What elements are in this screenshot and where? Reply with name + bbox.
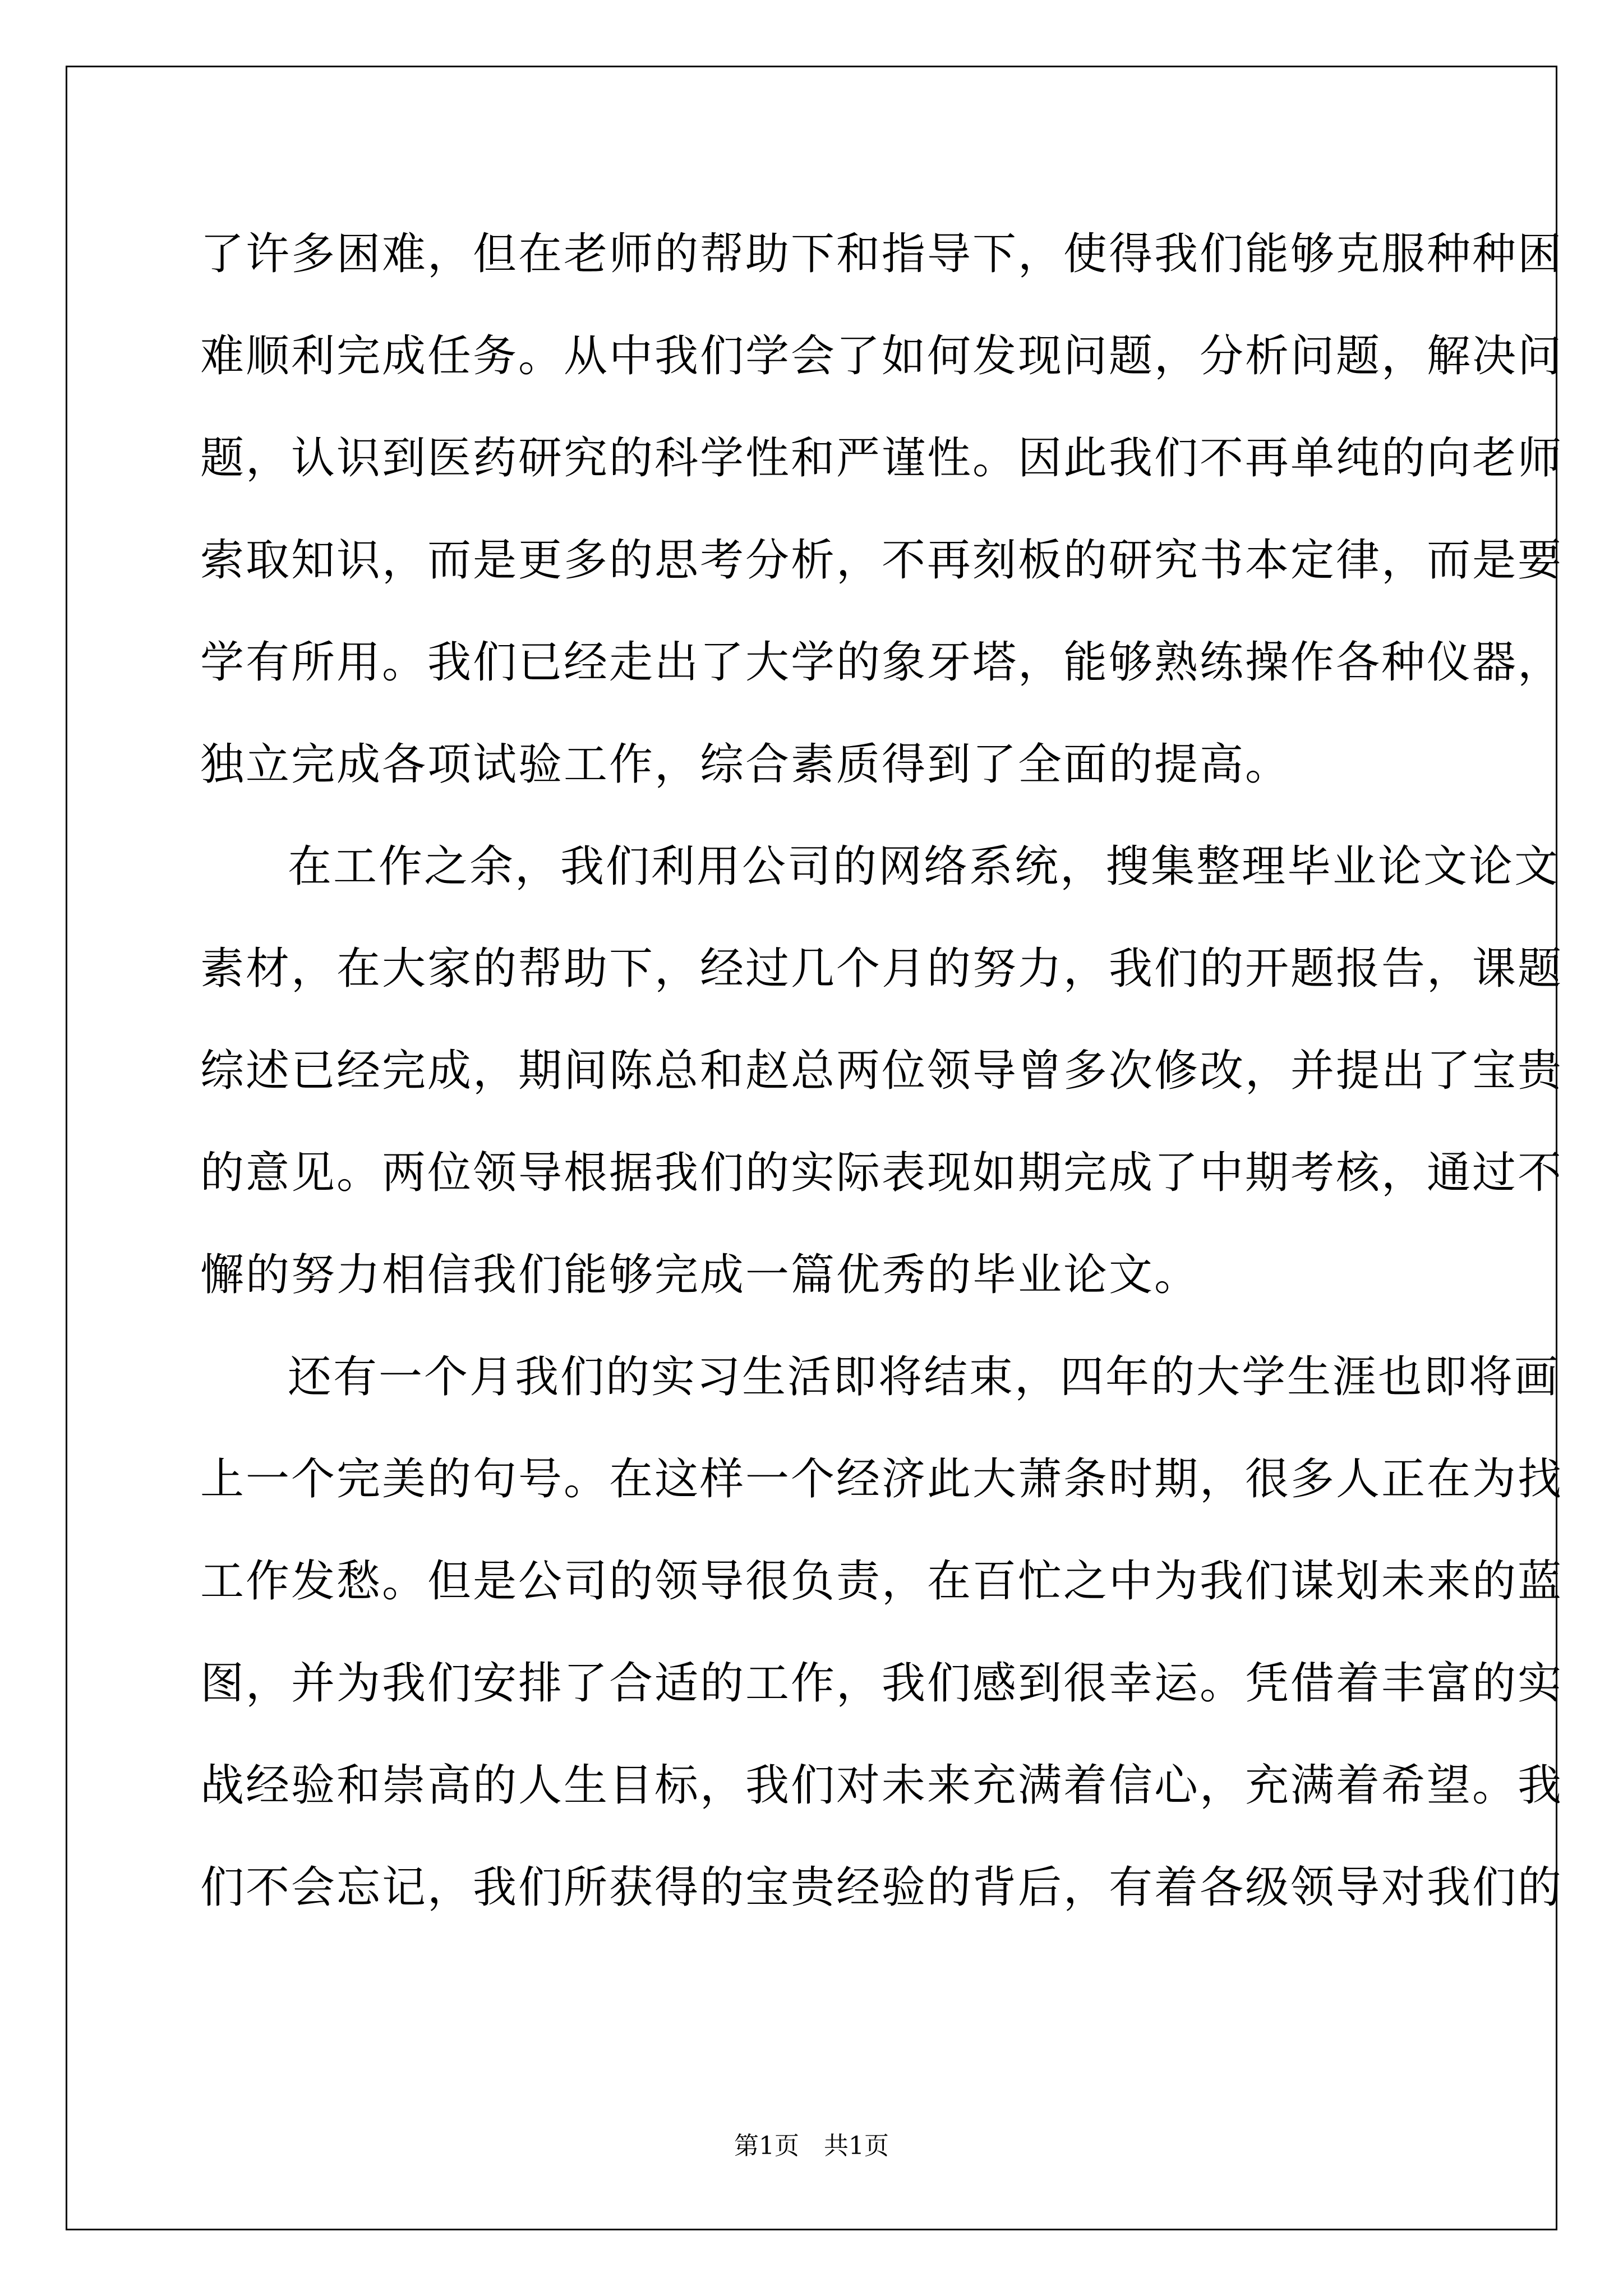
paragraph-3 (200, 1326, 1564, 1939)
text-line: 图，并为我们安排了合适的工作，我们感到很幸运。凭借着丰富的实 (200, 1658, 1564, 1709)
text-line: 综述已经完成，期间陈总和赵总两位领导曾多次修改，并提出了宝贵 (200, 1046, 1564, 1096)
text-line: 独立完成各项试验工作，综合素质得到了全面的提高。 (200, 739, 1291, 790)
text-line: 上一个完美的句号。在这样一个经济此大萧条时期，很多人正在为找 (200, 1454, 1564, 1504)
text-line: 还有一个月我们的实习生活即将结束，四年的大学生涯也即将画 (288, 1352, 1560, 1402)
paragraph-1 (200, 203, 1564, 816)
text-line: 了许多困难，但在老师的帮助下和指导下，使得我们能够克服种种困 (200, 229, 1564, 279)
text-line: 题，认识到医药研究的科学性和严谨性。因此我们不再单纯的向老师 (200, 433, 1564, 484)
text-line: 学有所用。我们已经走出了大学的象牙塔，能够熟练操作各种仪器， (200, 637, 1564, 688)
text-line: 在工作之余，我们利用公司的网络系统，搜集整理毕业论文论文 (288, 841, 1560, 892)
text-line: 们不会忘记，我们所获得的宝贵经验的背后，有着各级领导对我们的 (200, 1862, 1564, 1913)
text-line: 懈的努力相信我们能够完成一篇优秀的毕业论文。 (200, 1250, 1200, 1300)
page-number: 第1页 共1页 (734, 2132, 889, 2160)
text-line: 工作发愁。但是公司的领导很负责，在百忙之中为我们谋划未来的蓝 (200, 1556, 1564, 1607)
text-line: 素材，在大家的帮助下，经过几个月的努力，我们的开题报告，课题 (200, 944, 1564, 994)
paragraph-2 (200, 816, 1564, 1326)
text-line: 战经验和崇高的人生目标，我们对未来充满着信心，充满着希望。我 (200, 1760, 1564, 1811)
text-line: 的意见。两位领导根据我们的实际表现如期完成了中期考核，通过不 (200, 1148, 1564, 1198)
document-body (200, 203, 1564, 1939)
text-line: 难顺利完成任务。从中我们学会了如何发现问题，分析问题，解决问 (200, 331, 1564, 381)
text-line: 索取知识，而是更多的思考分析，不再刻板的研究书本定律，而是要 (200, 535, 1564, 586)
